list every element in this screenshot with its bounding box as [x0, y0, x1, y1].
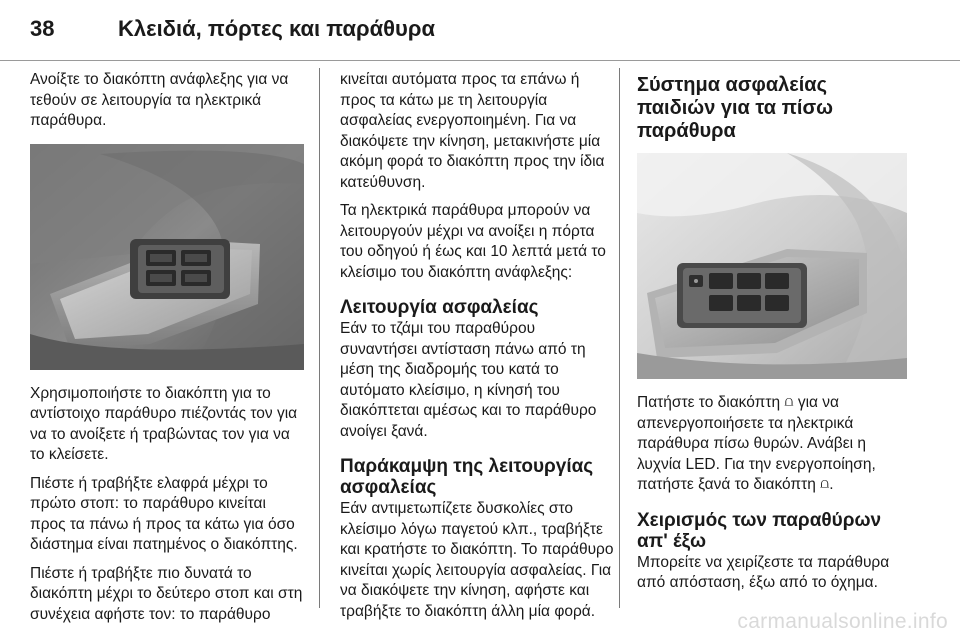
child-lock-text-a: Πατήστε το διακόπτη: [637, 394, 781, 411]
column-divider-1: [319, 68, 320, 608]
paragraph-after-ignition: Τα ηλεκτρικά παράθυρα μπορούν να λειτουργούν μέχρι να ανοίξει η πόρτα του οδηγού ή έως και 10 λεπτά μετά το κλείσιμο του διακόπτη ανάφλεξης:: [340, 202, 606, 281]
page-number: 38: [30, 16, 55, 41]
paragraph-ignition: Ανοίξτε το διακόπτη ανάφλεξης για να τεθούν σε λειτουργία τα ηλεκτρικά παράθυρα.: [30, 71, 289, 129]
paragraph-override-safety: Εάν αντιμετωπίζετε δυσκολίες στο κλείσιμο λόγω παγετού κλπ., τραβήξτε και κρατήστε το διακόπτη. Το παράθυρο κινείται χωρίς λειτουργία ασφαλείας. Για να διακόψετε την κίνηση, αφήστε και τραβήξτε το διακόπτη άλλη μία φορά.: [340, 500, 614, 620]
column-1: [30, 70, 305, 633]
paragraph-first-stop: Πιέστε ή τραβήξτε ελαφρά μέχρι το πρώτο στοπ: το παράθυρο κινείται προς τα πάνω ή προς τα κάτω για όσο διάστημα είναι πατημένος ο διακόπτης.: [30, 474, 298, 553]
heading-override-safety: Παράκαμψη της λειτουργίας ασφαλείας: [340, 456, 594, 498]
heading-remote-operation: Χειρισμός των παραθύρων απ' έξω: [637, 509, 882, 552]
header-rule: [0, 60, 960, 61]
child-lock-text-b: για να απενεργοποιήσετε τα ηλεκτρικά παράθυρα πίσω θυρών. Ανάβει η λυχνία LED. Για την ενεργοποίηση, πατήστε ξανά το διακόπτη: [637, 394, 876, 493]
watermark: carmanualsonline.info: [737, 610, 948, 633]
figure-child-lock-switches: [637, 153, 907, 379]
column-divider-2: [619, 68, 620, 608]
child-lock-window-icon: ⩍: [820, 475, 830, 491]
paragraph-second-stop: Πιέστε ή τραβήξτε πιο δυνατά το διακόπτη μέχρι το δεύτερο στοπ και στη συνέχεια αφήστε τον: το παράθυρο: [30, 564, 303, 623]
paragraph-safety-function: Εάν το τζάμι του παραθύρου συναντήσει αντίσταση πάνω από τη μέση της διαδρομής του κατά το αυτόματο κλείσιμο, η κίνησή του διακόπτεται αμέσως και το παράθυρο ανοίγει ξανά.: [340, 320, 597, 440]
page-title: Κλειδιά, πόρτες και παράθυρα: [118, 16, 435, 41]
paragraph-switch-use: Χρησιμοποιήστε το διακόπτη για το αντίστοιχο παράθυρο πιέζοντάς τον για να το ανοίξετε ή τραβώντας τον για να το κλείσετε.: [30, 384, 298, 463]
child-lock-window-icon: ⩍: [784, 393, 794, 409]
column-2: [340, 70, 615, 630]
heading-safety-function: Λειτουργία ασφαλείας: [340, 297, 539, 318]
paragraph-child-lock: [637, 393, 909, 496]
paragraph-remote-operation: Μπορείτε να χειρίζεστε τα παράθυρα από απόσταση, έξω από το όχημα.: [637, 553, 890, 591]
column-3: [637, 70, 909, 602]
figure-driver-window-switches: [30, 144, 304, 370]
heading-child-safety: Σύστημα ασφαλείας παιδιών για τα πίσω παράθυρα: [637, 74, 834, 142]
paragraph-auto-move: κινείται αυτόματα προς τα επάνω ή προς τα κάτω με τη λειτουργία ασφαλείας ενεργοποιημένη. Για να διακόψετε την κίνηση, μετακινήστε μία ακόμη φορά το διακόπτη προς την ίδια κατεύθυνση.: [340, 71, 605, 191]
child-lock-text-c: .: [829, 476, 834, 493]
page-header: [0, 0, 960, 56]
